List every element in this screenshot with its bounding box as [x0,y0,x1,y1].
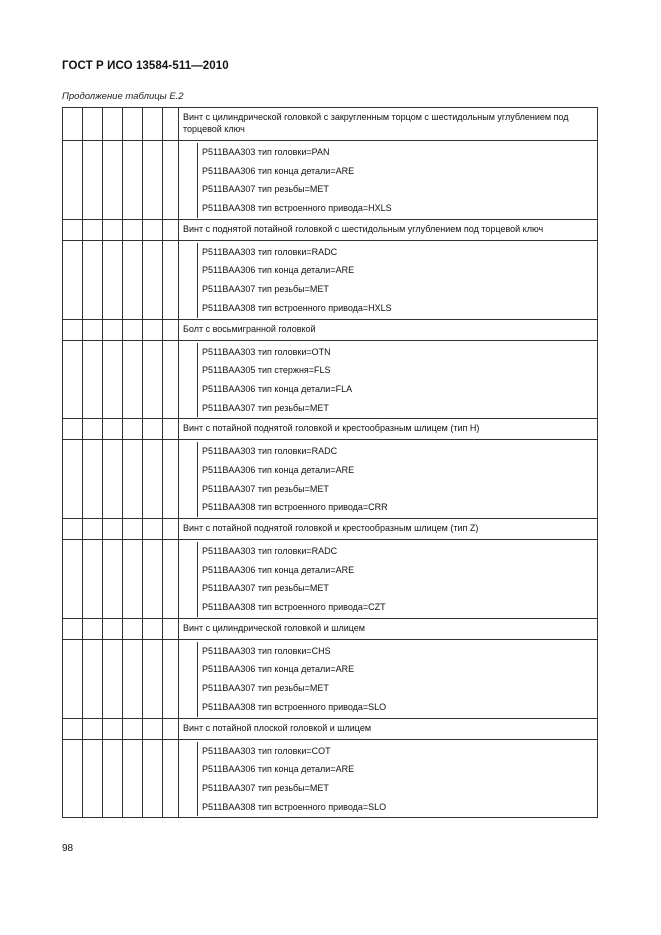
attribute-line: P511BAA307 тип резьбы=MET [202,402,329,413]
empty-cell [123,240,143,319]
empty-cell [143,440,163,519]
attribute-list [198,343,352,418]
empty-cell [143,540,163,619]
empty-cell [83,739,103,818]
empty-cell [63,540,83,619]
group-title: Винт с потайной поднятой головкой и крестообразным шлицем (тип H) [179,419,598,440]
attribute-cell [179,639,598,718]
empty-cell [143,419,163,440]
group-title: Винт с потайной поднятой головкой и крестообразным шлицем (тип Z) [179,519,598,540]
empty-cell [143,219,163,240]
empty-cell [103,340,123,419]
empty-cell [83,419,103,440]
group-title-row [63,219,598,240]
attribute-cell [179,540,598,619]
attribute-list [198,143,392,218]
table-body [63,108,598,818]
group-title-row [63,108,598,141]
group-title: Винт с цилиндрической головкой с закругленным торцом с шестидольным углублением под торцевой ключ [179,108,598,141]
empty-cell [103,240,123,319]
attribute-line: P511BAA303 тип головки=RADC [202,546,338,556]
attribute-line: P511BAA307 тип резьбы=MET [202,284,329,295]
empty-cell [123,739,143,818]
empty-cell [103,618,123,639]
group-title: Болт с восьмигранной головкой [179,319,598,340]
empty-cell [163,440,179,519]
group-attributes-row [63,141,598,220]
attribute-cell [179,141,598,220]
empty-cell [163,540,179,619]
empty-cell [83,519,103,540]
group-attributes-row [63,739,598,818]
attribute-line: P511BAA308 тип встроенного привода=CZT [202,602,386,613]
empty-cell [123,419,143,440]
empty-cell [103,108,123,141]
attribute-line: P511BAA306 тип конца детали=ARE [202,464,355,475]
indent-column [179,143,198,218]
attribute-cell [179,240,598,319]
attribute-line: P511BAA308 тип встроенного привода=SLO [202,701,387,712]
empty-cell [163,340,179,419]
attribute-block [179,642,597,717]
empty-cell [163,141,179,220]
empty-cell [83,440,103,519]
attribute-list [198,742,386,817]
attribute-cell [179,739,598,818]
attribute-line: P511BAA307 тип резьбы=MET [202,184,329,195]
group-attributes-row [63,340,598,419]
empty-cell [163,319,179,340]
group-title-row [63,519,598,540]
attribute-cell [179,340,598,419]
empty-cell [163,639,179,718]
empty-cell [103,739,123,818]
indent-column [179,243,198,318]
attribute-line: P511BAA305 тип стержня=FLS [202,365,331,376]
empty-cell [123,141,143,220]
attribute-cell [179,440,598,519]
attribute-list [198,642,386,717]
empty-cell [123,440,143,519]
attribute-line: P511BAA306 тип конца детали=ARE [202,564,355,575]
attribute-line: P511BAA308 тип встроенного привода=CRR [202,502,388,513]
attribute-list [198,442,388,517]
empty-cell [83,718,103,739]
empty-cell [63,739,83,818]
empty-cell [143,519,163,540]
empty-cell [163,519,179,540]
empty-cell [163,618,179,639]
empty-cell [83,108,103,141]
attribute-block [179,542,597,617]
attribute-line: P511BAA308 тип встроенного привода=HXLS [202,203,392,214]
empty-cell [83,141,103,220]
attribute-line: P511BAA303 тип головки=COT [202,745,331,756]
empty-cell [63,519,83,540]
group-title: Винт с потайной плоской головкой и шлицем [179,718,598,739]
group-title-row [63,419,598,440]
attribute-line: P511BAA303 тип головки=RADC [202,446,338,457]
empty-cell [123,319,143,340]
empty-cell [63,419,83,440]
empty-cell [103,141,123,220]
empty-cell [83,618,103,639]
attribute-list [198,243,392,318]
group-title-row [63,319,598,340]
attribute-line: P511BAA303 тип головки=PAN [202,147,330,157]
empty-cell [83,639,103,718]
attribute-line: P511BAA307 тип резьбы=MET [202,583,329,594]
empty-cell [143,718,163,739]
empty-cell [103,540,123,619]
attribute-block [179,442,597,517]
empty-cell [143,618,163,639]
empty-cell [63,319,83,340]
attribute-line: P511BAA306 тип конца детали=ARE [202,165,355,176]
group-title-row [63,718,598,739]
empty-cell [123,540,143,619]
empty-cell [163,108,179,141]
empty-cell [163,419,179,440]
indent-column [179,542,198,617]
empty-cell [163,240,179,319]
empty-cell [63,618,83,639]
attribute-list [198,542,386,617]
empty-cell [63,440,83,519]
empty-cell [63,108,83,141]
attribute-line: P511BAA308 тип встроенного привода=HXLS [202,302,392,313]
empty-cell [63,639,83,718]
group-attributes-row [63,639,598,718]
indent-column [179,442,198,517]
empty-cell [143,639,163,718]
empty-cell [143,108,163,141]
empty-cell [103,219,123,240]
empty-cell [83,540,103,619]
group-attributes-row [63,240,598,319]
empty-cell [163,739,179,818]
empty-cell [103,419,123,440]
attribute-line: P511BAA307 тип резьбы=MET [202,683,329,694]
attribute-line: P511BAA303 тип головки=OTN [202,346,331,357]
empty-cell [83,319,103,340]
group-title-row [63,618,598,639]
empty-cell [163,219,179,240]
attribute-line: P511BAA307 тип резьбы=MET [202,782,329,793]
attribute-block [179,742,597,817]
empty-cell [83,340,103,419]
empty-cell [123,618,143,639]
empty-cell [163,718,179,739]
empty-cell [63,340,83,419]
group-title: Винт с цилиндрической головкой и шлицем [179,618,598,639]
specification-table [62,107,598,818]
attribute-block [179,243,597,318]
group-title: Винт с поднятой потайной головкой с шестидольным углублением под торцевой ключ [179,219,598,240]
attribute-line: P511BAA308 тип встроенного привода=SLO [202,801,387,812]
empty-cell [63,141,83,220]
empty-cell [123,340,143,419]
empty-cell [63,240,83,319]
attribute-line: P511BAA303 тип головки=CHS [202,645,331,656]
attribute-line: P511BAA306 тип конца детали=FLA [202,383,353,394]
attribute-line: P511BAA306 тип конца детали=ARE [202,764,355,775]
document-header: ГОСТ Р ИСО 13584-511—2010 [62,60,229,72]
empty-cell [83,240,103,319]
empty-cell [143,340,163,419]
attribute-line: P511BAA306 тип конца детали=ARE [202,265,355,276]
empty-cell [63,219,83,240]
attribute-line: P511BAA303 тип головки=RADC [202,246,338,257]
empty-cell [143,141,163,220]
empty-cell [123,639,143,718]
indent-column [179,642,198,717]
empty-cell [83,219,103,240]
empty-cell [123,108,143,141]
attribute-block [179,343,597,418]
empty-cell [143,319,163,340]
empty-cell [123,519,143,540]
table-caption: Продолжение таблицы Е.2 [62,91,184,102]
group-attributes-row [63,440,598,519]
empty-cell [123,219,143,240]
empty-cell [103,440,123,519]
empty-cell [103,319,123,340]
attribute-line: P511BAA307 тип резьбы=MET [202,483,329,494]
indent-column [179,343,198,418]
empty-cell [143,739,163,818]
attribute-line: P511BAA306 тип конца детали=ARE [202,664,355,675]
attribute-block [179,143,597,218]
indent-column [179,742,198,817]
empty-cell [123,718,143,739]
empty-cell [143,240,163,319]
empty-cell [63,718,83,739]
empty-cell [103,519,123,540]
empty-cell [103,718,123,739]
group-attributes-row [63,540,598,619]
page-number: 98 [62,843,74,854]
empty-cell [103,639,123,718]
